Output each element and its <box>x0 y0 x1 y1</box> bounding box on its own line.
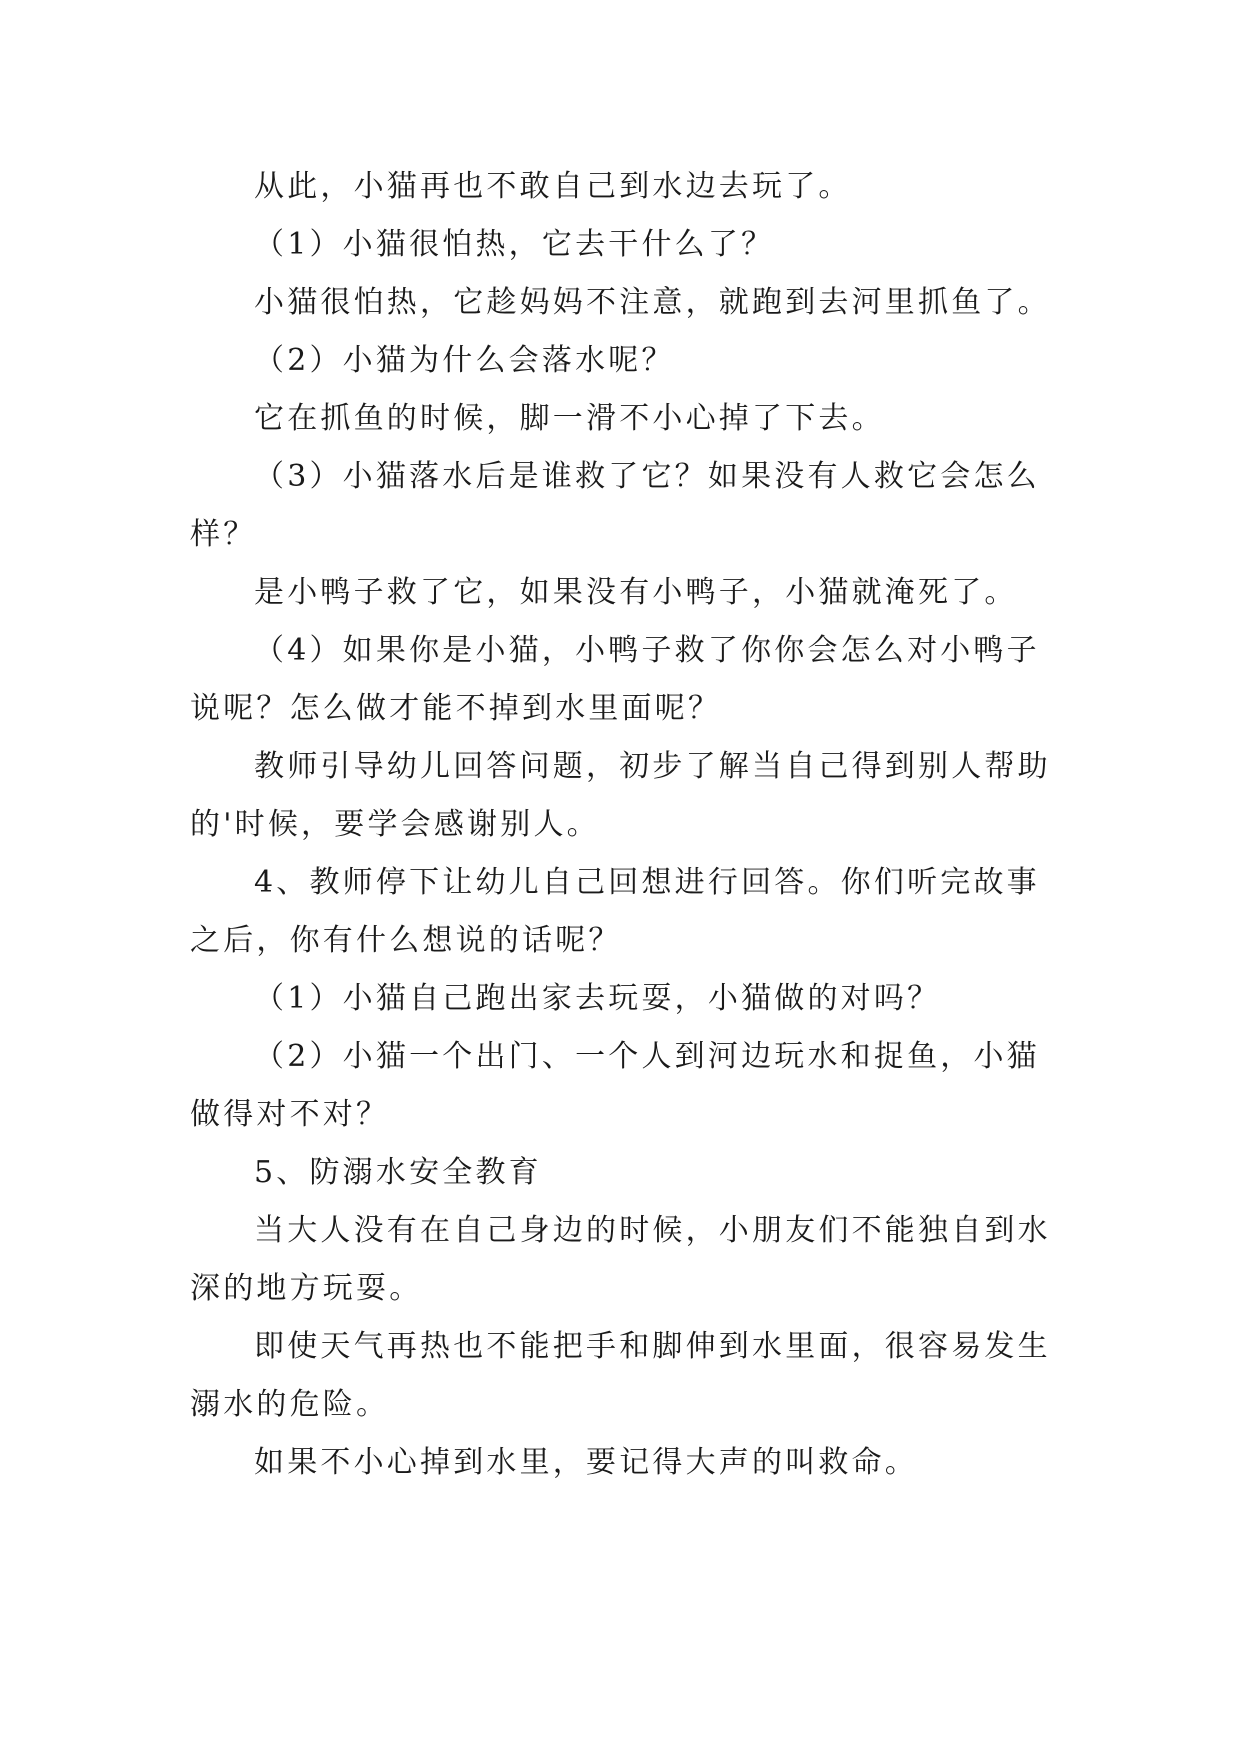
question-paragraph: （4）如果你是小猫，小鸭子救了你你会怎么对小鸭子说呢？怎么做才能不掉到水里面呢？ <box>190 633 1040 726</box>
paragraph: 如果不小心掉到水里，要记得大声的叫救命。 <box>254 1445 918 1480</box>
paragraph: 即使天气再热也不能把手和脚伸到水里面，很容易发生溺水的危险。 <box>190 1329 1051 1422</box>
paragraph: 从此，小猫再也不敢自己到水边去玩了。 <box>254 169 852 204</box>
paragraph: 教师引导幼儿回答问题，初步了解当自己得到别人帮助的'时候，要学会感谢别人。 <box>190 749 1051 842</box>
question-paragraph: （3）小猫落水后是谁救了它？如果没有人救它会怎么样？ <box>190 459 1040 552</box>
answer-paragraph: 是小鸭子救了它，如果没有小鸭子，小猫就淹死了。 <box>254 575 1018 610</box>
answer-paragraph: 小猫很怕热，它趁妈妈不注意，就跑到去河里抓鱼了。 <box>254 285 1051 320</box>
document-body <box>190 158 1060 1492</box>
section-heading: 5、防溺水安全教育 <box>254 1155 542 1190</box>
question-paragraph: （1）小猫自己跑出家去玩耍，小猫做的对吗？ <box>254 981 941 1016</box>
question-paragraph: （2）小猫为什么会落水呢？ <box>254 343 675 378</box>
question-paragraph: （1）小猫很怕热，它去干什么了？ <box>254 227 775 262</box>
question-paragraph: （2）小猫一个出门、一个人到河边玩水和捉鱼，小猫做得对不对？ <box>190 1039 1040 1132</box>
answer-paragraph: 它在抓鱼的时候，脚一滑不小心掉了下去。 <box>254 401 885 436</box>
paragraph: 4、教师停下让幼儿自己回想进行回答。你们听完故事之后，你有什么想说的话呢？ <box>190 865 1040 958</box>
paragraph: 当大人没有在自己身边的时候，小朋友们不能独自到水深的地方玩耍。 <box>190 1213 1051 1306</box>
